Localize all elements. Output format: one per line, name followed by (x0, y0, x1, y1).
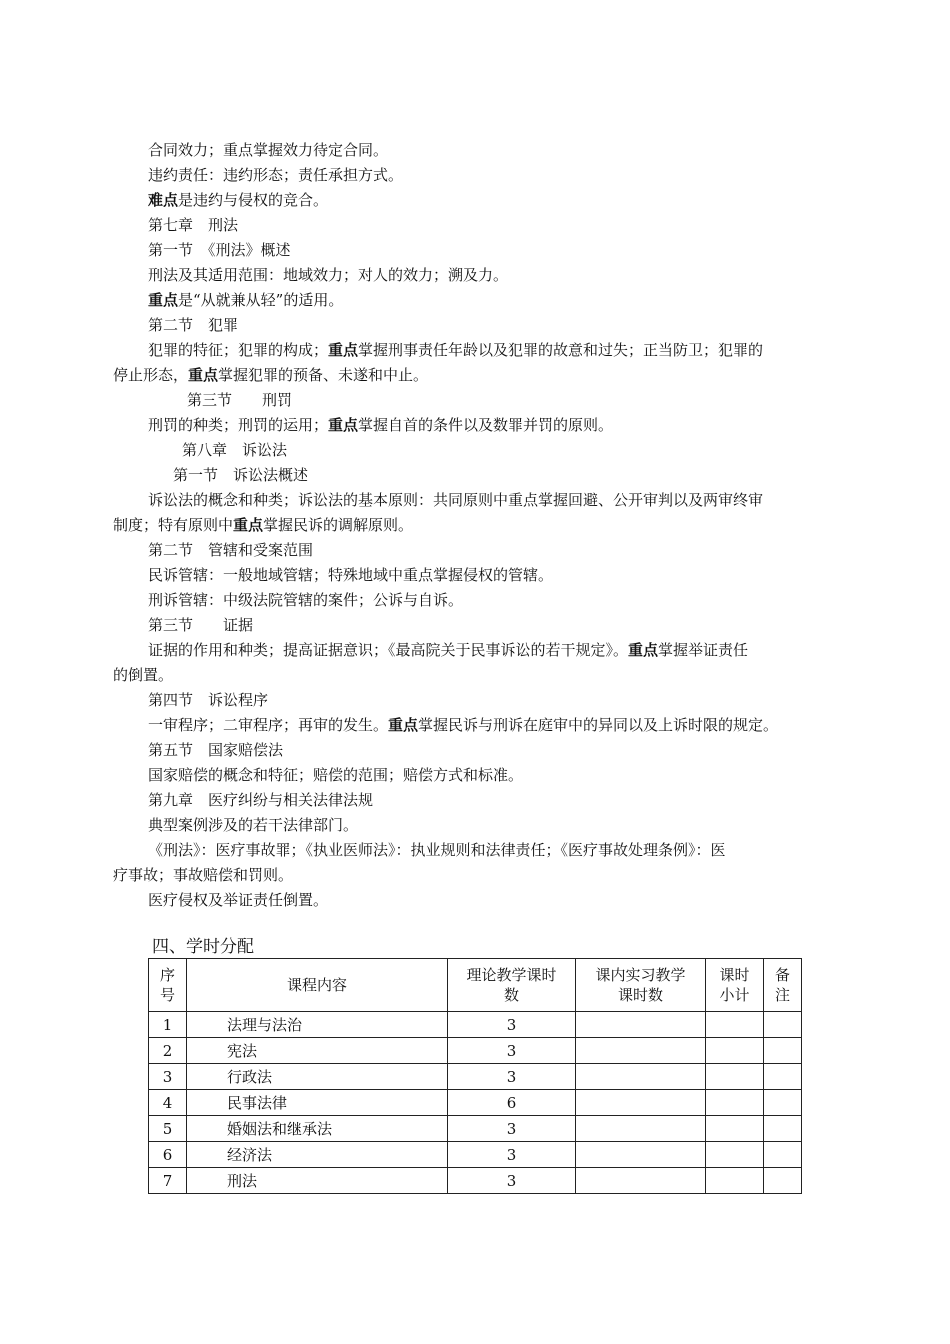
cell-content: 刑法 (187, 1168, 448, 1194)
text-line (113, 515, 413, 535)
text-line (148, 890, 328, 910)
cell-practice-hours (576, 1038, 706, 1064)
text-segment: 第三节 证据 (148, 616, 254, 634)
text-segment: 疗事故；事故赔偿和罚则。 (113, 866, 294, 884)
text-line (148, 490, 763, 510)
header-remark: 备 注 (764, 959, 802, 1012)
cell-theory-hours: 3 (448, 1168, 576, 1194)
text-segment: 诉讼法的概念和种类；诉讼法的基本原则：共同原则中重点掌握回避、公开审判以及两审终审 (148, 491, 764, 509)
emphasis-text: 重点 (233, 516, 264, 534)
chapter-heading (148, 215, 238, 235)
chapter-heading (148, 790, 373, 810)
section-heading (148, 690, 268, 710)
text-line (148, 715, 778, 735)
text-line (148, 640, 748, 660)
text-line (113, 365, 428, 385)
cell-theory-hours: 6 (448, 1090, 576, 1116)
table-row (149, 1012, 802, 1038)
cell-subtotal (706, 1116, 764, 1142)
text-segment: 证据的作用和种类；提高证据意识；《最高院关于民事诉讼的若干规定》。 (148, 641, 629, 659)
table-row (149, 1064, 802, 1090)
cell-content: 法理与法治 (187, 1012, 448, 1038)
header-practice-hours: 课内实习教学 课时数 (576, 959, 706, 1012)
cell-remark (764, 1012, 802, 1038)
text-segment: 合同效力；重点掌握效力待定合同。 (148, 141, 389, 159)
text-segment: 刑罚的种类；刑罚的运用； (148, 416, 329, 434)
text-segment: 医疗侵权及举证责任倒置。 (148, 891, 329, 909)
cell-subtotal (706, 1064, 764, 1090)
cell-content: 宪法 (187, 1038, 448, 1064)
hours-table (148, 958, 802, 1194)
text-segment: 《刑法》：医疗事故罪；《执业医师法》：执业规则和法律责任；《医疗事故处理条例》：医 (148, 841, 726, 859)
emphasis-text: 重点 (628, 641, 659, 659)
text-segment: 掌握民诉的调解原则。 (263, 516, 414, 534)
emphasis-text: 难点 (148, 191, 179, 209)
section-heading (173, 465, 308, 485)
cell-content: 行政法 (187, 1064, 448, 1090)
text-segment: 违约责任：违约形态；责任承担方式。 (148, 166, 404, 184)
cell-seq: 1 (149, 1012, 187, 1038)
table-row (149, 1116, 802, 1142)
section-heading (148, 615, 253, 635)
cell-remark (764, 1168, 802, 1194)
text-segment: 典型案例涉及的若干法律部门。 (148, 816, 359, 834)
table-row (149, 1168, 802, 1194)
cell-subtotal (706, 1038, 764, 1064)
cell-remark (764, 1038, 802, 1064)
cell-theory-hours: 3 (448, 1142, 576, 1168)
table-row (149, 1038, 802, 1064)
text-segment: 第八章 诉讼法 (182, 441, 288, 459)
text-segment: 掌握自首的条件以及数罪并罚的原则。 (358, 416, 614, 434)
text-segment: 一审程序；二审程序；再审的发生。 (148, 716, 389, 734)
text-line (148, 565, 553, 585)
text-segment: 第五节 国家赔偿法 (148, 741, 284, 759)
text-segment: 掌握刑事责任年龄以及犯罪的故意和过失；正当防卫；犯罪的 (358, 341, 764, 359)
text-segment: 第七章 刑法 (148, 216, 239, 234)
cell-subtotal (706, 1090, 764, 1116)
cell-theory-hours: 3 (448, 1012, 576, 1038)
text-line (148, 290, 343, 310)
text-segment: 第四节 诉讼程序 (148, 691, 269, 709)
cell-remark (764, 1064, 802, 1090)
cell-remark (764, 1090, 802, 1116)
cell-seq: 3 (149, 1064, 187, 1090)
cell-practice-hours (576, 1012, 706, 1038)
text-segment: 第九章 医疗纠纷与相关法律法规 (148, 791, 374, 809)
text-line (148, 765, 523, 785)
text-segment: 是“从就兼从轻”的适用。 (178, 291, 344, 309)
text-line (148, 165, 403, 185)
emphasis-text: 重点 (148, 291, 179, 309)
cell-seq: 7 (149, 1168, 187, 1194)
text-segment: 刑诉管辖：中级法院管辖的案件；公诉与自诉。 (148, 591, 464, 609)
chapter-heading (182, 440, 287, 460)
cell-subtotal (706, 1168, 764, 1194)
text-segment: 掌握犯罪的预备、未遂和中止。 (218, 366, 429, 384)
cell-seq: 4 (149, 1090, 187, 1116)
text-segment: 是违约与侵权的竞合。 (178, 191, 329, 209)
cell-content: 民事法律 (187, 1090, 448, 1116)
text-line (148, 815, 358, 835)
table-header-row (149, 959, 802, 1012)
table-row (149, 1090, 802, 1116)
cell-practice-hours (576, 1142, 706, 1168)
text-segment: 的倒置。 (113, 666, 174, 684)
text-line (113, 865, 293, 885)
text-segment: 掌握民诉与刑诉在庭审中的异同以及上诉时限的规定。 (418, 716, 779, 734)
section-title: 四、学时分配 (152, 937, 254, 957)
text-line (148, 840, 726, 860)
header-theory-hours: 理论教学课时 数 (448, 959, 576, 1012)
cell-theory-hours: 3 (448, 1038, 576, 1064)
cell-subtotal (706, 1142, 764, 1168)
section-heading (148, 240, 291, 260)
text-segment: 制度；特有原则中 (113, 516, 234, 534)
text-line (148, 340, 763, 360)
text-line (148, 190, 328, 210)
text-segment: 国家赔偿的概念和特征；赔偿的范围；赔偿方式和标准。 (148, 766, 524, 784)
cell-seq: 6 (149, 1142, 187, 1168)
section-heading (187, 390, 292, 410)
cell-seq: 2 (149, 1038, 187, 1064)
text-line (148, 415, 613, 435)
cell-content: 婚姻法和继承法 (187, 1116, 448, 1142)
cell-content: 经济法 (187, 1142, 448, 1168)
section-heading (148, 740, 283, 760)
header-content: 课程内容 (187, 959, 448, 1012)
section-heading (148, 540, 313, 560)
cell-remark (764, 1142, 802, 1168)
text-segment: 犯罪的特征；犯罪的构成； (148, 341, 329, 359)
emphasis-text: 重点 (388, 716, 419, 734)
cell-seq: 5 (149, 1116, 187, 1142)
cell-theory-hours: 3 (448, 1116, 576, 1142)
text-segment: 第三节 刑罚 (187, 391, 293, 409)
emphasis-text: 重点 (188, 366, 219, 384)
text-line (148, 590, 463, 610)
cell-practice-hours (576, 1090, 706, 1116)
cell-practice-hours (576, 1064, 706, 1090)
cell-subtotal (706, 1012, 764, 1038)
header-subtotal: 课时 小计 (706, 959, 764, 1012)
text-line (148, 140, 388, 160)
table-row (149, 1142, 802, 1168)
section-heading (148, 315, 238, 335)
text-line (148, 265, 508, 285)
text-segment: 第一节 诉讼法概述 (173, 466, 309, 484)
cell-remark (764, 1116, 802, 1142)
cell-practice-hours (576, 1168, 706, 1194)
cell-theory-hours: 3 (448, 1064, 576, 1090)
cell-practice-hours (576, 1116, 706, 1142)
text-line (113, 665, 173, 685)
header-seq: 序 号 (149, 959, 187, 1012)
text-segment: 停止形态， (113, 366, 189, 384)
text-segment: 第二节 犯罪 (148, 316, 239, 334)
text-segment: 掌握举证责任 (658, 641, 749, 659)
emphasis-text: 重点 (328, 416, 359, 434)
text-segment: 刑法及其适用范围：地域效力；对人的效力；溯及力。 (148, 266, 509, 284)
text-segment: 民诉管辖：一般地域管辖；特殊地域中重点掌握侵权的管辖。 (148, 566, 554, 584)
text-segment: 第一节 《刑法》概述 (148, 241, 291, 259)
emphasis-text: 重点 (328, 341, 359, 359)
text-segment: 第二节 管辖和受案范围 (148, 541, 314, 559)
